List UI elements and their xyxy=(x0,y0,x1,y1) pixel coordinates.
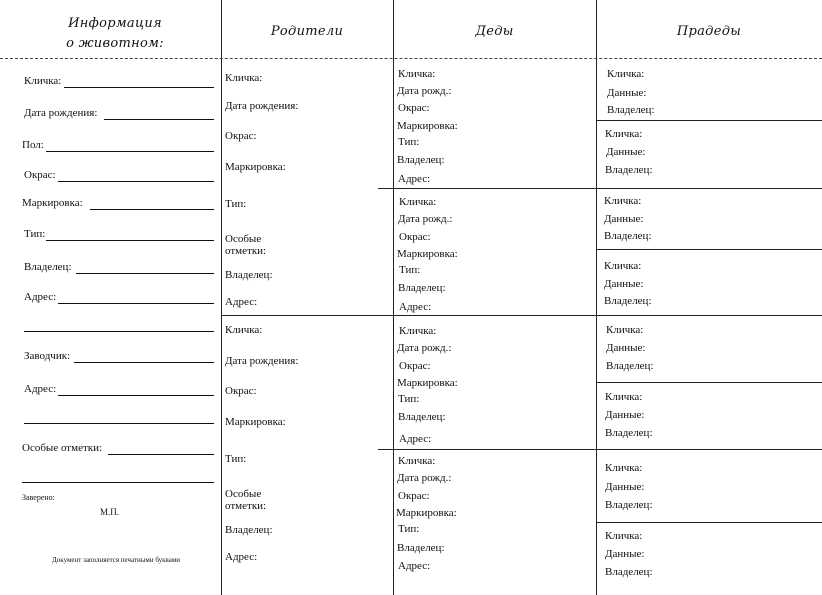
great-grandparent-field-label: Кличка: xyxy=(607,68,645,80)
info-field-label: Пол: xyxy=(22,139,44,151)
info-field-label: Дата рождения: xyxy=(24,107,98,119)
parents-divider xyxy=(221,315,393,316)
parent-field-label: Адрес: xyxy=(225,296,258,308)
great-grandparents-divider xyxy=(596,188,822,189)
great-grandparents-divider xyxy=(596,382,822,383)
info-field-label: Заводчик: xyxy=(24,350,71,362)
great-grandparents-divider xyxy=(596,315,822,316)
info-header-line2: о животном: xyxy=(66,36,164,51)
great-grandparent-field-label: Кличка: xyxy=(604,195,642,207)
parent-field-label: Тип: xyxy=(225,198,247,210)
parent-field-label: Окрас: xyxy=(225,130,257,142)
great-grandparents-divider xyxy=(596,120,822,121)
parent-field-label: Особые отметки: xyxy=(225,488,267,512)
parent-field-label: Особые отметки: xyxy=(225,233,267,257)
grandparent-field-label: Адрес: xyxy=(399,433,432,445)
grandparent-field-label: Окрас: xyxy=(399,231,431,243)
info-field-line[interactable] xyxy=(46,240,214,241)
grandparent-field-label: Окрас: xyxy=(398,102,430,114)
parent-field-label: Маркировка: xyxy=(225,416,286,428)
great-grandparent-field-label: Кличка: xyxy=(605,462,643,474)
great-grandparents-divider xyxy=(596,449,822,450)
great-grandparent-field-label: Данные: xyxy=(606,146,646,158)
info-header-line1: Информация xyxy=(68,16,162,31)
info-field-label: Маркировка: xyxy=(22,197,83,209)
great-grandparent-field-label: Владелец: xyxy=(605,499,653,511)
great-grandparent-field-label: Кличка: xyxy=(604,260,642,272)
parent-field-label: Адрес: xyxy=(225,551,258,563)
info-field-line[interactable] xyxy=(76,273,214,274)
info-field-label: Адрес: xyxy=(24,383,57,395)
great-grandparent-field-label: Данные: xyxy=(606,342,646,354)
grandparent-field-label: Владелец: xyxy=(398,282,446,294)
great-grandparent-field-label: Данные: xyxy=(605,548,645,560)
grandparent-field-label: Владелец: xyxy=(397,154,445,166)
info-field-line[interactable] xyxy=(58,395,214,396)
grandparent-field-label: Кличка: xyxy=(399,196,437,208)
grandparent-field-label: Дата рожд.: xyxy=(397,472,452,484)
info-field-label: Адрес: xyxy=(24,291,57,303)
grandparent-field-label: Тип: xyxy=(398,523,420,535)
great-grandparent-field-label: Кличка: xyxy=(605,530,643,542)
info-field-line[interactable] xyxy=(46,151,214,152)
grandparent-field-label: Окрас: xyxy=(399,360,431,372)
great-grandparent-field-label: Кличка: xyxy=(606,324,644,336)
great-grandparents-divider xyxy=(596,522,822,523)
grandparents-divider xyxy=(393,315,596,316)
great-grandparent-field-label: Владелец: xyxy=(605,566,653,578)
parent-field-label: Кличка: xyxy=(225,72,263,84)
info-field-line[interactable] xyxy=(58,303,214,304)
grandparent-field-label: Адрес: xyxy=(398,560,431,572)
great-grandparent-field-label: Данные: xyxy=(604,213,644,225)
info-field-line[interactable] xyxy=(104,119,214,120)
info-field-line[interactable] xyxy=(90,209,214,210)
parent-field-label: Окрас: xyxy=(225,385,257,397)
great-grandparent-field-label: Кличка: xyxy=(605,128,643,140)
grandparent-field-label: Владелец: xyxy=(397,542,445,554)
great-grandparent-field-label: Владелец: xyxy=(605,164,653,176)
grandparent-field-label: Дата рожд.: xyxy=(397,85,452,97)
info-field-line[interactable] xyxy=(108,454,214,455)
column-divider-2 xyxy=(393,0,394,595)
certified-label: Заверено: xyxy=(22,493,55,502)
grandparent-field-label: Кличка: xyxy=(398,68,436,80)
great-grandparent-field-label: Кличка: xyxy=(605,391,643,403)
info-field-line[interactable] xyxy=(24,423,214,424)
footer-note: Документ заполняется печатными буквами xyxy=(52,556,181,564)
great-grandparent-field-label: Данные: xyxy=(607,87,647,99)
parent-field-label: Владелец: xyxy=(225,269,273,281)
parent-field-label: Маркировка: xyxy=(225,161,286,173)
parent-field-label: Дата рождения: xyxy=(225,100,299,112)
grandparent-field-label: Владелец: xyxy=(398,411,446,423)
grandparent-field-label: Тип: xyxy=(399,264,421,276)
info-field-line[interactable] xyxy=(24,331,214,332)
great-grandparent-field-label: Владелец: xyxy=(607,104,655,116)
parent-field-label: Кличка: xyxy=(225,324,263,336)
grandparent-field-label: Маркировка: xyxy=(397,248,458,260)
info-field-line[interactable] xyxy=(64,87,214,88)
great-grandparents-divider xyxy=(596,249,822,250)
info-field-line[interactable] xyxy=(58,181,214,182)
great-grandparent-field-label: Владелец: xyxy=(604,295,652,307)
info-field-line[interactable] xyxy=(22,482,214,483)
info-field-label: Особые отметки: xyxy=(22,442,103,454)
great-grandparent-field-label: Владелец: xyxy=(606,360,654,372)
parents-header: Родители xyxy=(270,24,344,39)
grandparent-field-label: Адрес: xyxy=(399,301,432,313)
info-field-label: Кличка: xyxy=(24,75,62,87)
great-grandparent-field-label: Владелец: xyxy=(604,230,652,242)
parent-field-label: Тип: xyxy=(225,453,247,465)
column-divider-1 xyxy=(221,0,222,595)
grandparent-field-label: Окрас: xyxy=(398,490,430,502)
great-grandparent-field-label: Данные: xyxy=(605,481,645,493)
grandparents-divider xyxy=(378,188,596,189)
grandparent-field-label: Тип: xyxy=(398,136,420,148)
great-grandparent-field-label: Владелец: xyxy=(605,427,653,439)
grandparents-header: Деды xyxy=(475,24,514,39)
stamp-label: М.П. xyxy=(100,507,120,517)
column-divider-3 xyxy=(596,0,597,595)
grandparent-field-label: Маркировка: xyxy=(397,120,458,132)
grandparent-field-label: Дата рожд.: xyxy=(398,213,453,225)
grandparents-divider xyxy=(378,449,596,450)
grandparent-field-label: Кличка: xyxy=(398,455,436,467)
grandparent-field-label: Дата рожд.: xyxy=(397,342,452,354)
parent-field-label: Дата рождения: xyxy=(225,355,299,367)
header-divider xyxy=(0,58,822,59)
great-grandparents-header: Прадеды xyxy=(676,24,742,39)
parent-field-label: Владелец: xyxy=(225,524,273,536)
grandparent-field-label: Адрес: xyxy=(398,173,431,185)
grandparent-field-label: Тип: xyxy=(398,393,420,405)
info-field-label: Владелец: xyxy=(24,261,72,273)
info-field-label: Тип: xyxy=(24,228,46,240)
grandparent-field-label: Маркировка: xyxy=(397,377,458,389)
info-field-line[interactable] xyxy=(74,362,214,363)
info-field-label: Окрас: xyxy=(24,169,56,181)
great-grandparent-field-label: Данные: xyxy=(605,409,645,421)
grandparent-field-label: Маркировка: xyxy=(396,507,457,519)
great-grandparent-field-label: Данные: xyxy=(604,278,644,290)
grandparent-field-label: Кличка: xyxy=(399,325,437,337)
